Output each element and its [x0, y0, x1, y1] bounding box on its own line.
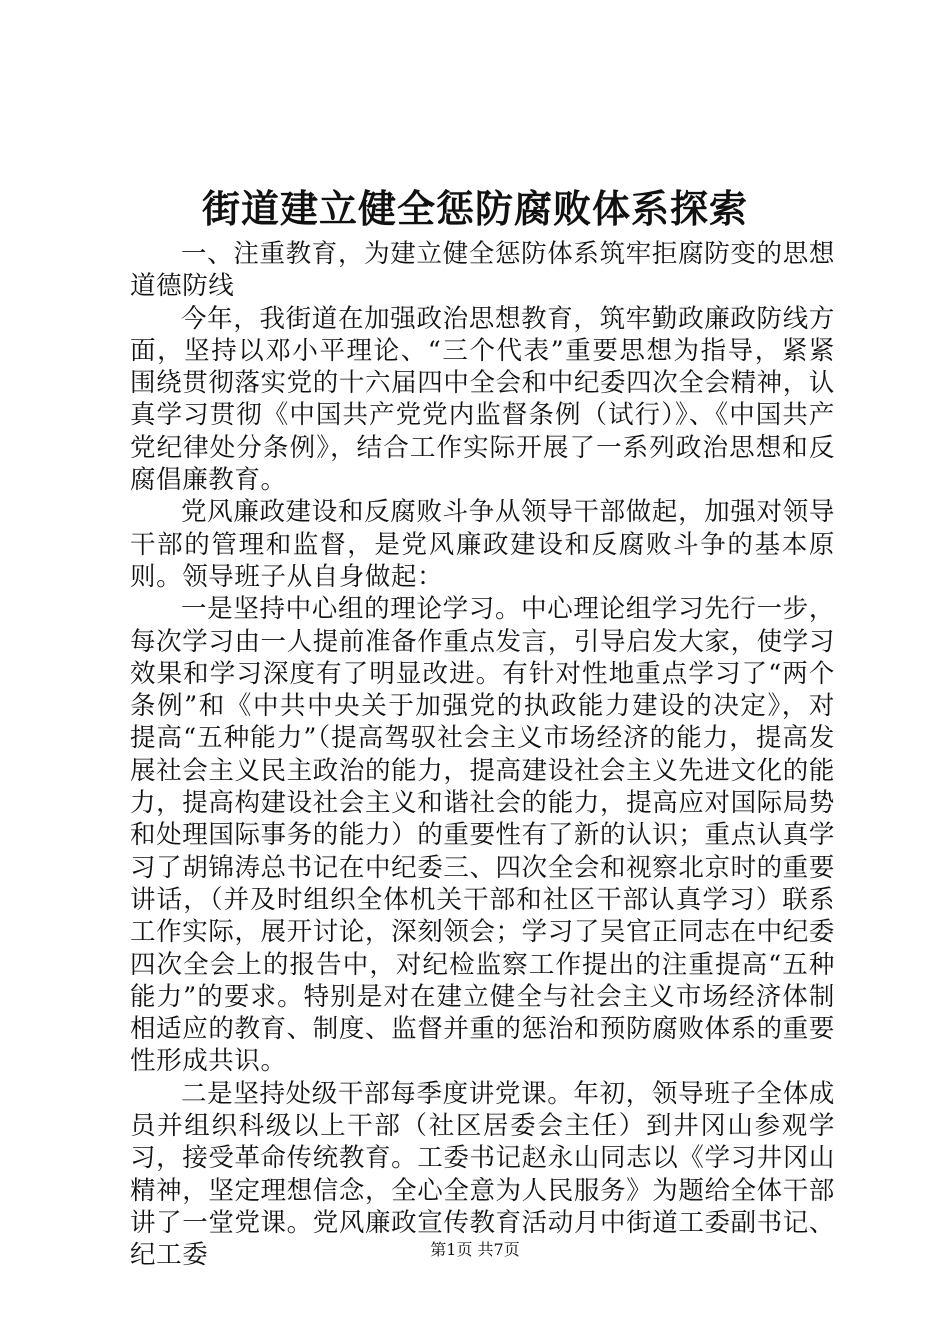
- paragraph: 一是坚持中心组的理论学习。中心理论组学习先行一步，每次学习由一人提前准备作重点发言，引导启发大家，使学习效果和学习深度有了明显改进。有针对性地重点学习了“两个条例”和《中共中央关于加强党的执政能力建设的决定》，对提高“五种能力”（提高驾驭社会主义市场经济的能力，提高发展社会主义民主政治的能力，提高建设社会主义先进文化的能力，提高构建设社会主义和谐社会的能力，提高应对国际局势和处理国际事务的能力）的重要性有了新的认识；重点认真学习了胡锦涛总书记在中纪委三、四次全会和视察北京时的重要讲话，（并及时组织全体机关干部和社区干部认真学习）联系工作实际，展开讨论，深刻领会；学习了吴官正同志在中纪委四次全会上的报告中，对纪检监察工作提出的注重提高“五种能力”的要求。特别是对在建立健全与社会主义市场经济体制相适应的教育、制度、监督并重的惩治和预防腐败体系的重要性形成共识。: [130, 594, 835, 1077]
- page-number: 第1页 共7页: [430, 1240, 520, 1259]
- paragraph: 今年，我街道在加强政治思想教育，筑牢勤政廉政防线方面，坚持以邓小平理论、“三个代表”重要思想为指导，紧紧围绕贯彻落实党的十六届四中全会和中纪委四次全会精神，认真学习贯彻《中国共产党党内监督条例（试行）》、《中国共产党纪律处分条例》，结合工作实际开展了一系列政治思想和反腐倡廉教育。: [130, 303, 835, 496]
- document-body: [130, 238, 835, 1272]
- document-title: 街道建立健全惩防腐败体系探索: [201, 186, 748, 231]
- paragraph: 党风廉政建设和反腐败斗争从领导干部做起，加强对领导干部的管理和监督，是党风廉政建设和反腐败斗争的基本原则。领导班子从自身做起：: [130, 497, 835, 592]
- paragraph: 二是坚持处级干部每季度讲党课。年初，领导班子全体成员并组织科级以上干部（社区居委会主任）到井冈山参观学习，接受革命传统教育。工委书记赵永山同志以《学习井冈山精神，坚定理想信念，全心全意为人民服务》为题给全体干部讲了一堂党课。党风廉政宣传教育活动月中街道工委副书记、纪工委: [130, 1078, 835, 1271]
- paragraph-heading: 一、注重教育，为建立健全惩防体系筑牢拒腐防变的思想道德防线: [130, 239, 835, 302]
